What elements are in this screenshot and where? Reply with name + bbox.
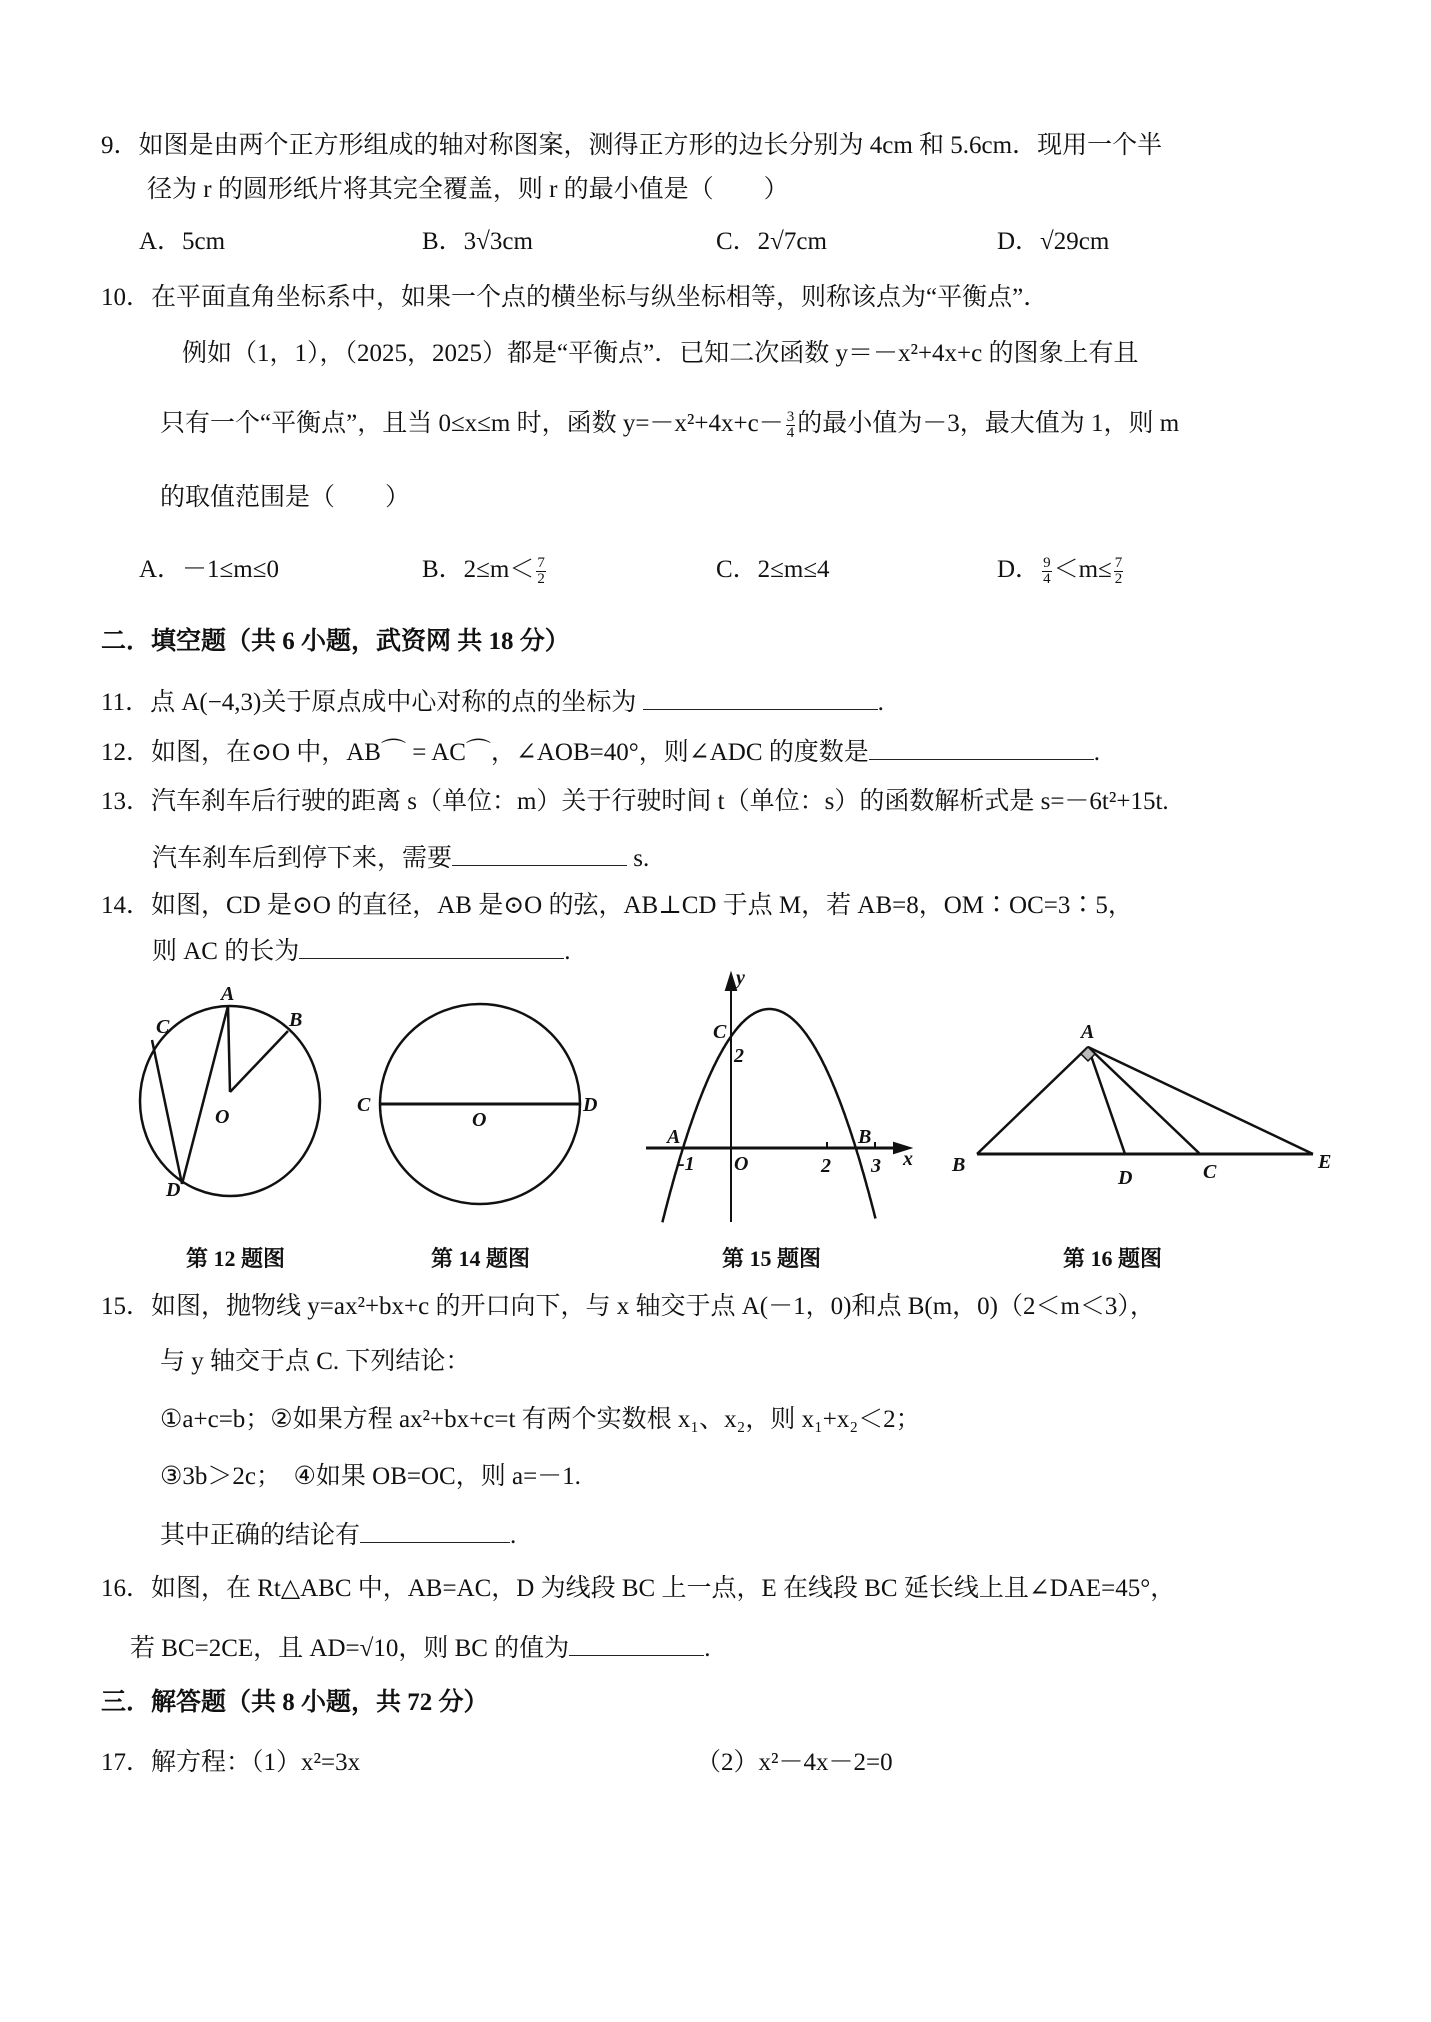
q14-end: . <box>564 938 571 965</box>
numerator: 7 <box>1114 554 1123 571</box>
numerator: 3 <box>786 408 795 425</box>
denominator: 4 <box>786 424 795 441</box>
q11-text: 11．点 A(−4,3)关于原点成中心对称的点的坐标为 <box>101 689 637 716</box>
q15-text: 其中正确的结论有 <box>160 1522 361 1549</box>
q17-part2: （2）x²－4x－2=0 <box>696 1749 893 1776</box>
q15-end: . <box>510 1522 517 1549</box>
q14-text: 则 AC 的长为 <box>152 938 300 965</box>
q12-text: 12．如图，在⊙O 中，AB⌒ = AC⌒，∠AOB=40°，则∠ADC 的度数是 <box>101 739 869 766</box>
q15-line5 <box>160 1518 516 1552</box>
option-text: B．2≤m＜ <box>422 556 535 583</box>
segment-cd <box>152 1040 182 1184</box>
q13-text: 汽车刹车后到停下来，需要 <box>152 845 453 872</box>
q12-end: . <box>1093 739 1100 766</box>
q14-line1: 14．如图，CD 是⊙O 的直径，AB 是⊙O 的弦，AB⊥CD 于点 M，若 AB=8，OM∶OC=3∶5， <box>101 892 1133 919</box>
q15-line1: 15．如图，抛物线 y=ax²+bx+c 的开口向下，与 x 轴交于点 A(－1，0)和点 B(m，0)（2＜m＜3）， <box>101 1293 1155 1320</box>
section-3-heading: 三．解答题（共 8 小题，共 72 分） <box>101 1689 489 1716</box>
q9-line1: 9．如图是由两个正方形组成的轴对称图案，测得正方形的边长分别为 4cm 和 5.6cm．现用一个半 <box>101 132 1163 159</box>
denominator: 2 <box>537 570 545 587</box>
label-3: 3 <box>871 1155 881 1177</box>
figure-15 <box>646 974 910 1222</box>
q17-part1: 17．解方程：（1）x²=3x <box>101 1749 361 1776</box>
q9-option-b: B．3√3cm <box>422 228 533 255</box>
q16-end: . <box>704 1635 711 1662</box>
label-c: C <box>713 1021 727 1043</box>
label-b: B <box>289 1009 303 1031</box>
caption-fig15: 第 15 题图 <box>722 1246 822 1271</box>
figure-16 <box>977 1047 1313 1154</box>
segment-ob <box>230 1031 288 1092</box>
q9-option-d: D．√29cm <box>997 228 1110 255</box>
label-a: A <box>221 983 235 1005</box>
label-2-y: 2 <box>734 1045 744 1067</box>
q13-line1: 13．汽车刹车后行驶的距离 s（单位：m）关于行驶时间 t（单位：s）的函数解析式是 s=－6t²+15t. <box>101 788 1169 815</box>
numerator: 7 <box>537 554 545 571</box>
denominator: 2 <box>1114 570 1123 587</box>
q15-line4: ③3b＞2c； ④如果 OB=OC，则 a=－1. <box>160 1463 581 1490</box>
q10-option-c: C．2≤m≤4 <box>716 556 830 583</box>
option-text: ＜m≤ <box>1053 556 1112 583</box>
answer-blank[interactable] <box>569 1631 704 1656</box>
segment-ae <box>1088 1047 1313 1154</box>
q10-line2: 例如（1，1），（2025，2025）都是“平衡点”．已知二次函数 y＝－x²+4x+c 的图象上有且 <box>182 340 1139 367</box>
label-b: B <box>858 1126 872 1148</box>
section-2-heading: 二．填空题（共 6 小题，武资网 共 18 分） <box>101 628 570 655</box>
label-c: C <box>357 1094 371 1116</box>
label-a: A <box>1081 1021 1095 1043</box>
caption-fig16: 第 16 题图 <box>1063 1246 1163 1271</box>
label-o: O <box>734 1153 749 1175</box>
answer-blank[interactable] <box>360 1518 510 1543</box>
segment-ab <box>977 1047 1088 1154</box>
caption-fig12: 第 12 题图 <box>186 1246 286 1271</box>
q10-line3-a: 只有一个“平衡点”，且当 0≤x≤m 时，函数 y=－x²+4x+c－ <box>160 410 784 437</box>
q10-line1: 10．在平面直角坐标系中，如果一个点的横坐标与纵坐标相等，则称该点为“平衡点”． <box>101 284 1049 311</box>
numerator: 9 <box>1043 554 1051 571</box>
segment-ad <box>182 1006 228 1184</box>
q9-option-a: A．5cm <box>139 228 226 255</box>
q15-line3: ①a+c=b；②如果方程 ax²+bx+c=t 有两个实数根 x₁、x₂，则 x₁+x₂＜2； <box>160 1406 921 1433</box>
label-a: A <box>667 1126 681 1148</box>
q10-line3-b: 的最小值为－3，最大值为 1，则 m <box>797 410 1180 437</box>
label-c: C <box>156 1016 170 1038</box>
q13-end: s. <box>627 845 650 872</box>
q11-end: . <box>877 689 884 716</box>
q10-line4: 的取值范围是（ ） <box>160 484 411 511</box>
label-o: O <box>472 1109 487 1131</box>
segment-ao <box>228 1006 230 1092</box>
label-c: C <box>1203 1161 1217 1183</box>
label-x: x <box>903 1148 913 1170</box>
label-y: y <box>736 967 745 989</box>
label-d: D <box>166 1179 181 1201</box>
parabola <box>662 1009 875 1222</box>
y-axis-arrow <box>726 974 736 990</box>
option-text: D． <box>997 556 1041 583</box>
label-d: D <box>583 1094 598 1116</box>
q9-line2: 径为 r 的圆形纸片将其完全覆盖，则 r 的最小值是（ ） <box>147 176 789 203</box>
q16-line1: 16．如图，在 Rt△ABC 中，AB=AC，D 为线段 BC 上一点，E 在线段 BC 延长线上且∠DAE=45°， <box>101 1575 1176 1602</box>
figure-14 <box>380 1004 580 1204</box>
q16-line2 <box>130 1631 710 1665</box>
label-o: O <box>215 1106 230 1128</box>
denominator: 4 <box>1043 570 1051 587</box>
caption-fig14: 第 14 题图 <box>431 1246 531 1271</box>
label-neg1: -1 <box>678 1153 695 1175</box>
q9-option-c: C．2√7cm <box>716 228 827 255</box>
q15-line2: 与 y 轴交于点 C. 下列结论： <box>160 1348 471 1375</box>
label-b: B <box>952 1154 966 1176</box>
label-e: E <box>1318 1151 1332 1173</box>
label-d: D <box>1118 1167 1133 1189</box>
q16-text: 若 BC=2CE，且 AD=√10，则 BC 的值为 <box>130 1635 570 1662</box>
segment-ac <box>1088 1047 1200 1154</box>
label-2: 2 <box>821 1155 831 1177</box>
q10-option-a: A．－1≤m≤0 <box>139 556 279 583</box>
